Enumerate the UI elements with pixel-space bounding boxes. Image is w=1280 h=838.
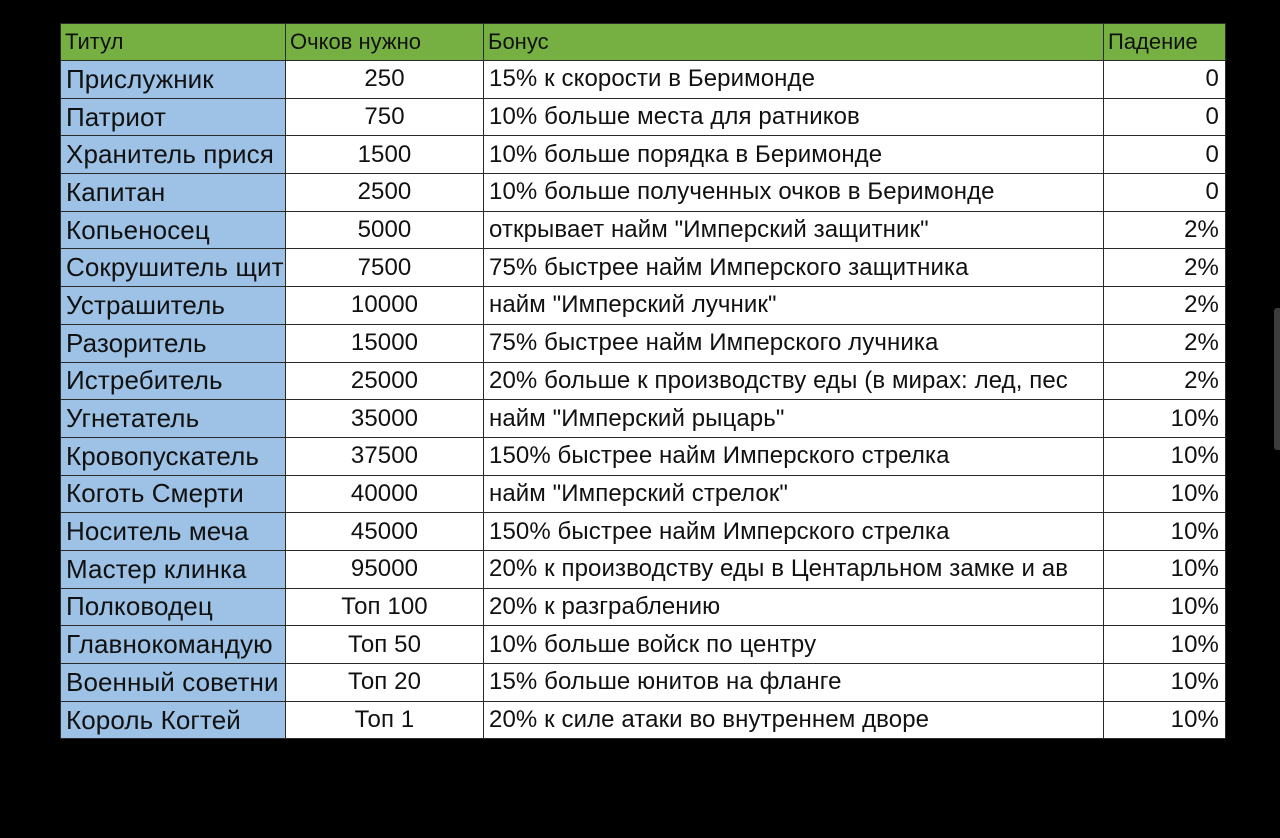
- cell-title[interactable]: Кровопускатель: [61, 437, 286, 475]
- cell-title[interactable]: Коготь Смерти: [61, 475, 286, 513]
- cell-points[interactable]: 25000: [286, 362, 484, 400]
- cell-points[interactable]: 35000: [286, 400, 484, 438]
- cell-bonus[interactable]: 150% быстрее найм Имперского стрелка: [484, 437, 1104, 475]
- table-row: [61, 400, 1226, 438]
- cell-bonus[interactable]: найм "Имперский лучник": [484, 287, 1104, 325]
- cell-fall[interactable]: 10%: [1104, 400, 1226, 438]
- cell-fall[interactable]: 10%: [1104, 475, 1226, 513]
- cell-points[interactable]: 40000: [286, 475, 484, 513]
- table-row: [61, 475, 1226, 513]
- cell-points[interactable]: Топ 50: [286, 626, 484, 664]
- cell-title[interactable]: Главнокомандую: [61, 626, 286, 664]
- table-row: [61, 362, 1226, 400]
- table-row: [61, 664, 1226, 702]
- cell-fall[interactable]: 10%: [1104, 626, 1226, 664]
- cell-bonus[interactable]: найм "Имперский рыцарь": [484, 400, 1104, 438]
- cell-fall[interactable]: 10%: [1104, 588, 1226, 626]
- cell-title[interactable]: Прислужник: [61, 61, 286, 99]
- table-row: [61, 437, 1226, 475]
- cell-points[interactable]: 45000: [286, 513, 484, 551]
- cell-points[interactable]: Топ 20: [286, 664, 484, 702]
- header-points[interactable]: Очков нужно: [286, 24, 484, 61]
- cell-points[interactable]: 10000: [286, 287, 484, 325]
- cell-title[interactable]: Полководец: [61, 588, 286, 626]
- cell-bonus[interactable]: 10% больше полученных очков в Беримонде: [484, 174, 1104, 212]
- cell-title[interactable]: Сокрушитель щит: [61, 249, 286, 287]
- table-row: [61, 249, 1226, 287]
- cell-points[interactable]: 95000: [286, 550, 484, 588]
- cell-fall[interactable]: 0: [1104, 61, 1226, 99]
- cell-bonus[interactable]: найм "Имперский стрелок": [484, 475, 1104, 513]
- cell-title[interactable]: Угнетатель: [61, 400, 286, 438]
- cell-fall[interactable]: 10%: [1104, 664, 1226, 702]
- table-row: [61, 211, 1226, 249]
- cell-bonus[interactable]: открывает найм "Имперский защитник": [484, 211, 1104, 249]
- cell-bonus[interactable]: 20% к производству еды в Центарльном замке и ав: [484, 550, 1104, 588]
- cell-bonus[interactable]: 10% больше места для ратников: [484, 98, 1104, 136]
- cell-points[interactable]: 5000: [286, 211, 484, 249]
- cell-bonus[interactable]: 15% к скорости в Беримонде: [484, 61, 1104, 99]
- spreadsheet: [60, 23, 1225, 739]
- cell-fall[interactable]: 2%: [1104, 287, 1226, 325]
- cell-title[interactable]: Носитель меча: [61, 513, 286, 551]
- cell-fall[interactable]: 2%: [1104, 211, 1226, 249]
- cell-bonus[interactable]: 75% быстрее найм Имперского защитника: [484, 249, 1104, 287]
- table-row: [61, 513, 1226, 551]
- titles-table: [60, 23, 1226, 739]
- cell-bonus[interactable]: 20% к силе атаки во внутреннем дворе: [484, 701, 1104, 739]
- scrollbar[interactable]: [1274, 308, 1280, 450]
- cell-points[interactable]: 7500: [286, 249, 484, 287]
- cell-points[interactable]: Топ 100: [286, 588, 484, 626]
- cell-title[interactable]: Хранитель прися: [61, 136, 286, 174]
- cell-title[interactable]: Патриот: [61, 98, 286, 136]
- cell-fall[interactable]: 10%: [1104, 513, 1226, 551]
- cell-title[interactable]: Истребитель: [61, 362, 286, 400]
- table-row: [61, 287, 1226, 325]
- cell-bonus[interactable]: 150% быстрее найм Имперского стрелка: [484, 513, 1104, 551]
- cell-points[interactable]: Топ 1: [286, 701, 484, 739]
- cell-bonus[interactable]: 20% к разграблению: [484, 588, 1104, 626]
- table-row: [61, 324, 1226, 362]
- cell-fall[interactable]: 2%: [1104, 324, 1226, 362]
- cell-bonus[interactable]: 10% больше порядка в Беримонде: [484, 136, 1104, 174]
- cell-fall[interactable]: 10%: [1104, 701, 1226, 739]
- cell-title[interactable]: Военный советни: [61, 664, 286, 702]
- cell-title[interactable]: Разоритель: [61, 324, 286, 362]
- cell-points[interactable]: 15000: [286, 324, 484, 362]
- header-row: [61, 24, 1226, 61]
- table-row: [61, 61, 1226, 99]
- cell-fall[interactable]: 0: [1104, 98, 1226, 136]
- cell-points[interactable]: 1500: [286, 136, 484, 174]
- header-fall[interactable]: Падение: [1104, 24, 1226, 61]
- header-title[interactable]: Титул: [61, 24, 286, 61]
- cell-bonus[interactable]: 20% больше к производству еды (в мирах: лед, пес: [484, 362, 1104, 400]
- cell-title[interactable]: Мастер клинка: [61, 550, 286, 588]
- cell-title[interactable]: Устрашитель: [61, 287, 286, 325]
- table-body: [61, 61, 1226, 739]
- cell-bonus[interactable]: 15% больше юнитов на фланге: [484, 664, 1104, 702]
- cell-points[interactable]: 750: [286, 98, 484, 136]
- cell-fall[interactable]: 0: [1104, 174, 1226, 212]
- cell-title[interactable]: Король Когтей: [61, 701, 286, 739]
- table-row: [61, 136, 1226, 174]
- cell-points[interactable]: 2500: [286, 174, 484, 212]
- table-row: [61, 98, 1226, 136]
- table-row: [61, 701, 1226, 739]
- header-bonus[interactable]: Бонус: [484, 24, 1104, 61]
- table-row: [61, 626, 1226, 664]
- table-row: [61, 550, 1226, 588]
- cell-fall[interactable]: 10%: [1104, 550, 1226, 588]
- cell-fall[interactable]: 2%: [1104, 362, 1226, 400]
- table-row: [61, 588, 1226, 626]
- cell-fall[interactable]: 2%: [1104, 249, 1226, 287]
- table-row: [61, 174, 1226, 212]
- cell-title[interactable]: Капитан: [61, 174, 286, 212]
- cell-bonus[interactable]: 75% быстрее найм Имперского лучника: [484, 324, 1104, 362]
- cell-points[interactable]: 37500: [286, 437, 484, 475]
- cell-title[interactable]: Копьеносец: [61, 211, 286, 249]
- cell-points[interactable]: 250: [286, 61, 484, 99]
- cell-fall[interactable]: 10%: [1104, 437, 1226, 475]
- cell-fall[interactable]: 0: [1104, 136, 1226, 174]
- cell-bonus[interactable]: 10% больше войск по центру: [484, 626, 1104, 664]
